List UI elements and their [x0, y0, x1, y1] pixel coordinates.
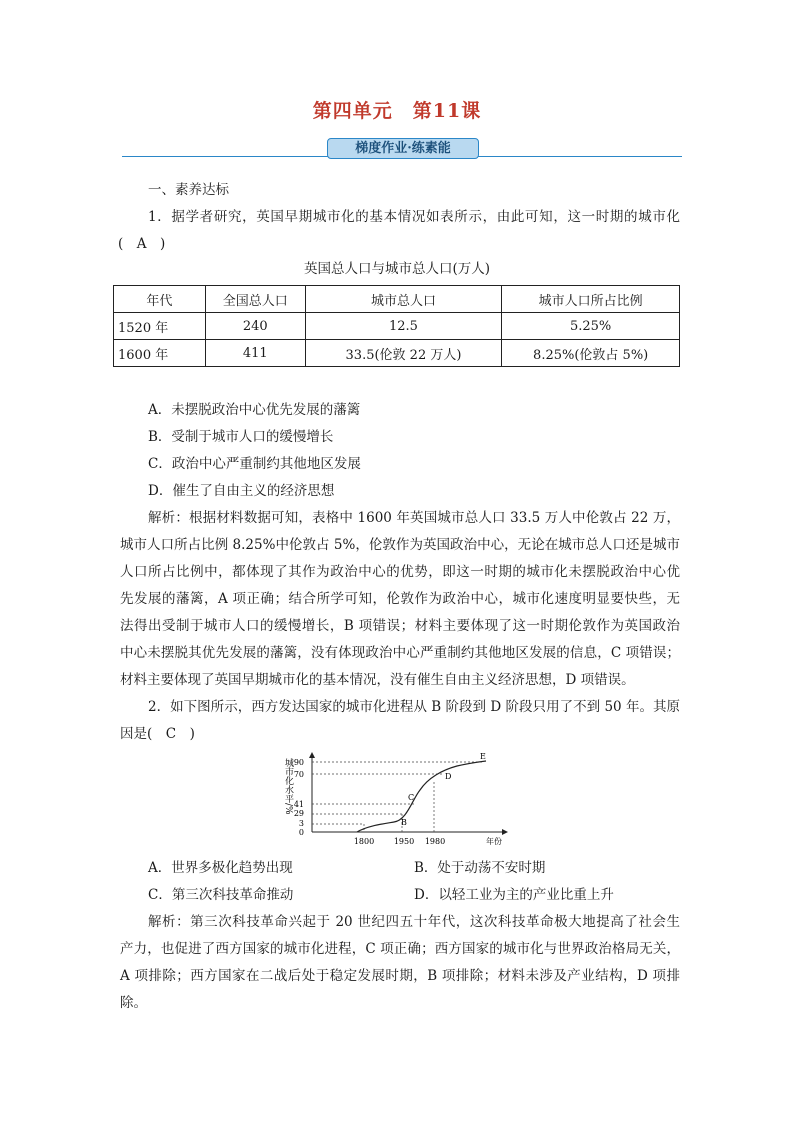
q1-analysis-line: 先发展的藩篱，A 项正确；结合所学可知，伦敦作为政治中心，城市化速度明显要快些，无 — [120, 591, 680, 607]
y-tick-label: 70 — [293, 770, 304, 779]
x-axis-label: 年份 — [486, 837, 502, 846]
q2-option-b: B．处于动荡不安时期 — [414, 860, 546, 876]
q1-analysis-line: 材料主要体现了英国早期城市化的基本情况，没有催生自由主义经济思想，D 项错误。 — [120, 672, 635, 688]
point-label-e: E — [480, 752, 486, 761]
x-tick-label: 1950 — [393, 837, 415, 846]
table-header-cell: 年代 — [114, 286, 206, 313]
subtitle-banner — [122, 138, 682, 160]
q1-analysis-line: 城市人口所占比例 8.25%中伦敦占 5%，伦敦作为英国政治中心，无论在城市总人口还是城市 — [120, 537, 680, 553]
table-header-cell: 城市人口所占比例 — [502, 286, 680, 313]
y-tick-label: 90 — [293, 758, 304, 767]
q1-table-caption: 英国总人口与城市总人口(万人) — [303, 261, 491, 277]
q2-option-d: D．以轻工业为主的产业比重上升 — [414, 887, 614, 903]
table-header-cell: 全国总人口 — [205, 286, 305, 313]
q2-analysis-line: 解析：第三次科技革命兴起于 20 世纪四五十年代，这次科技革命极大地提高了社会生 — [148, 914, 680, 930]
table-cell: 411 — [205, 340, 305, 367]
urbanization-curve-figure — [282, 752, 512, 848]
q2-option-c: C．第三次科技革命推动 — [148, 887, 294, 903]
q1-option-b: B．受制于城市人口的缓慢增长 — [148, 429, 334, 445]
q2-analysis-line: 除。 — [120, 995, 147, 1011]
q2-analysis-line: 产力，也促进了西方国家的城市化进程，C 项正确；西方国家的城市化与世界政治格局无关， — [120, 941, 680, 957]
table-cell: 12.5 — [305, 313, 502, 340]
q2-stem-line1: 2．如下图所示，西方发达国家的城市化进程从 B 阶段到 D 阶段只用了不到 50 年。其原 — [148, 699, 680, 715]
q2-stem-line2: 因是( C ) — [120, 726, 195, 742]
table-cell: 8.25%(伦敦占 5%) — [502, 340, 680, 367]
x-axis-arrow — [502, 829, 508, 835]
point-label-d: D — [445, 772, 452, 781]
subtitle-badge: 梯度作业·练素能 — [327, 138, 479, 159]
table-cell: 1520 年 — [114, 313, 206, 340]
q1-stem-line1: 1．据学者研究，英国早期城市化的基本情况如表所示，由此可知，这一时期的城市化 — [148, 209, 680, 225]
table-row — [114, 340, 680, 367]
section-heading: 一、素养达标 — [148, 182, 229, 198]
q1-analysis-line: 解析：根据材料数据可知，表格中 1600 年英国城市总人口 33.5 万人中伦敦占 22 万， — [148, 510, 680, 526]
urbanization-curve — [357, 761, 486, 832]
table-cell: 33.5(伦敦 22 万人) — [305, 340, 502, 367]
table-row — [114, 313, 680, 340]
q1-option-d: D．催生了自由主义的经济思想 — [148, 483, 335, 499]
y-tick-label: 41 — [293, 800, 304, 809]
q1-option-c: C．政治中心严重制约其他地区发展 — [148, 456, 361, 472]
x-tick-label: 1800 — [353, 837, 375, 846]
table-cell: 5.25% — [502, 313, 680, 340]
table-header-row — [114, 286, 680, 313]
y-axis-label: 城市化水平/% — [283, 758, 293, 815]
q1-data-table — [113, 285, 680, 367]
table-cell: 1600 年 — [114, 340, 206, 367]
q1-option-a: A．未摆脱政治中心优先发展的藩篱 — [148, 402, 361, 418]
q2-option-a: A．世界多极化趋势出现 — [148, 860, 293, 876]
y-tick-label: 29 — [293, 809, 304, 818]
y-tick-label: 0 — [298, 828, 304, 837]
q2-analysis-line: A 项排除；西方国家在二战后处于稳定发展时期，B 项排除；材料未涉及产业结构，D 项排 — [120, 968, 680, 984]
q1-analysis-line: 中心未摆脱其优先发展的藩篱，没有体现政治中心严重制约其他地区发展的信息，C 项错误； — [120, 645, 680, 661]
table-cell: 240 — [205, 313, 305, 340]
y-tick-label: 3 — [298, 819, 304, 828]
page-title: 第四单元 第11课 — [312, 100, 482, 122]
q1-stem-line2: ( A ) — [118, 236, 166, 252]
point-label-c: C — [408, 793, 415, 802]
point-label-b: B — [401, 818, 407, 827]
q1-analysis-line: 人口所占比例中，都体现了其作为政治中心的优势，即这一时期的城市化未摆脱政治中心优 — [120, 564, 680, 580]
table-header-cell: 城市总人口 — [305, 286, 502, 313]
y-axis-arrow — [309, 752, 315, 758]
q1-analysis-line: 法得出受制于城市人口的缓慢增长，B 项错误；材料主要体现了这一时期伦敦作为英国政治 — [120, 618, 680, 634]
x-tick-label: 1980 — [424, 837, 446, 846]
